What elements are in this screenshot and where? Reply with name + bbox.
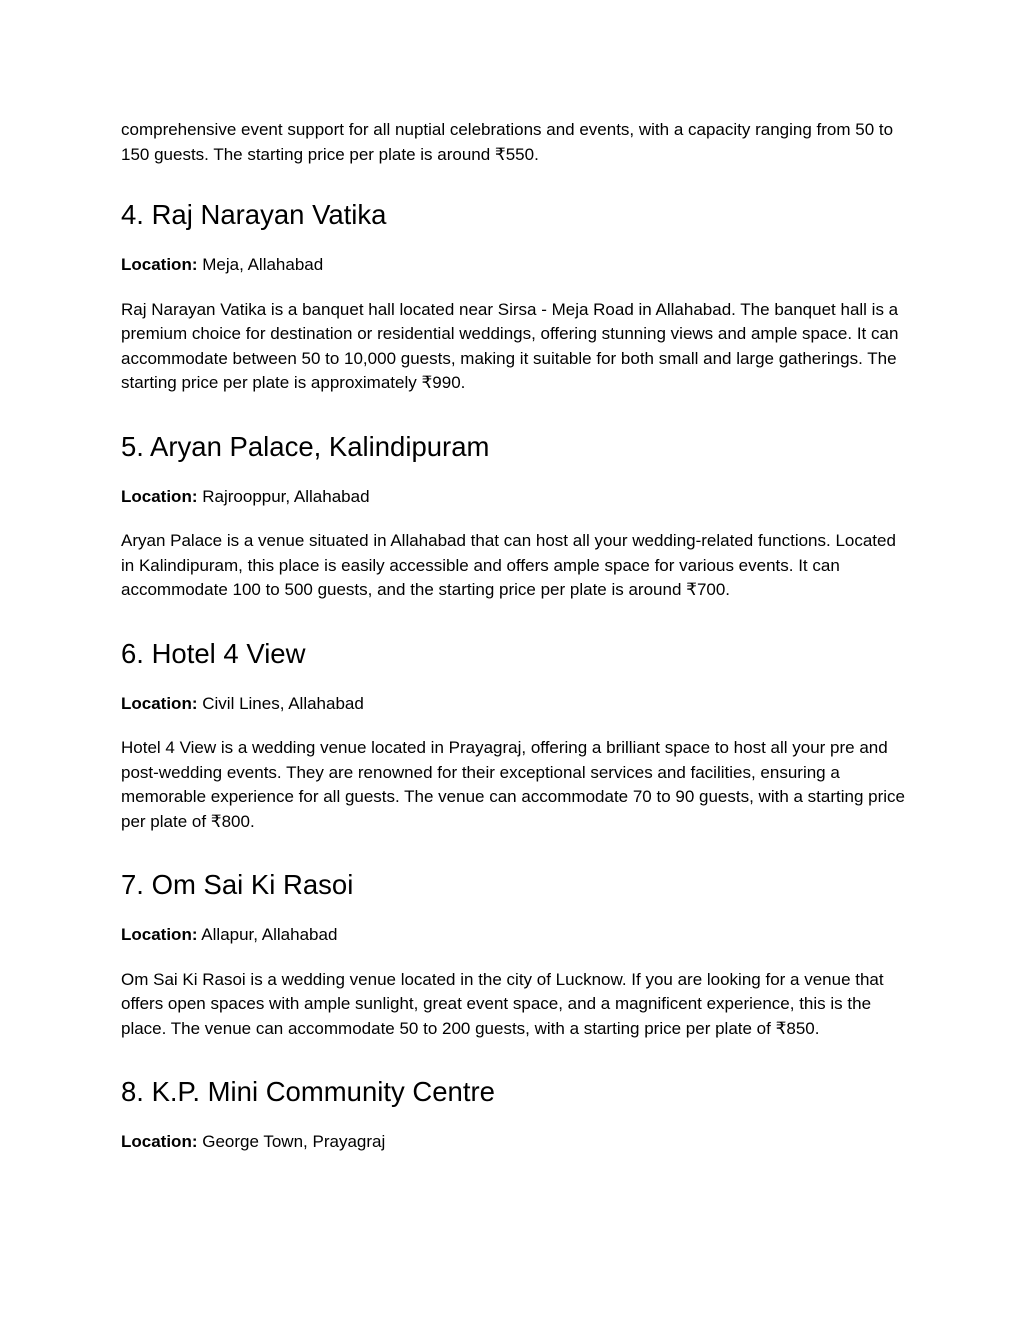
venue-heading: 5. Aryan Palace, Kalindipuram <box>121 430 490 462</box>
location-label: Location: <box>121 925 198 944</box>
location-label: Location: <box>121 255 198 274</box>
venue-heading: 4. Raj Narayan Vatika <box>121 199 387 230</box>
location-value: Allapur, Allahabad <box>201 925 338 944</box>
location-value: Rajrooppur, Allahabad <box>202 486 370 506</box>
venue-section-aryan-palace <box>121 430 911 603</box>
venue-description: Raj Narayan Vatika is a banquet hall located near Sirsa - Meja Road in Allahabad. The banquet hall is a premium choice for destination or residential weddings, offering stunning views and ample space. It can accommodate between 50 to 10,000 guests, making it suitable for both small and large gatherings. The starting price per plate is approximately ₹990. <box>121 299 899 392</box>
venue-section-om-sai-ki-rasoi <box>121 868 911 1041</box>
location-value: Civil Lines, Allahabad <box>202 693 364 713</box>
venue-section-kp-mini-community-centre <box>121 1075 911 1155</box>
venue-description: Hotel 4 View is a wedding venue located in Prayagraj, offering a brilliant space to host all your pre and post-wedding events. They are renowned for their exceptional services and facilities, ensuring a memorable experience for all guests. The venue can accommodate 70 to 90 guests, with a starting price per plate of ₹800. <box>121 738 906 831</box>
document-page <box>121 118 911 1175</box>
venue-heading: 6. Hotel 4 View <box>121 637 306 669</box>
location-label: Location: <box>121 1132 198 1151</box>
venue-heading: 8. K.P. Mini Community Centre <box>121 1076 495 1107</box>
venue-description: Aryan Palace is a venue situated in Allahabad that can host all your wedding-related functions. Located in Kalindipuram, this place is easily accessible and offers ample space for various events. It can accommodate 100 to 500 guests, and the starting price per plate is around ₹700. <box>121 531 896 599</box>
venue-section-hotel-4-view <box>121 637 911 835</box>
location-label: Location: <box>121 486 198 506</box>
venue-heading: 7. Om Sai Ki Rasoi <box>121 869 354 900</box>
location-label: Location: <box>121 693 198 713</box>
venue-location <box>121 1130 911 1155</box>
location-value: Meja, Allahabad <box>202 255 324 274</box>
location-value: George Town, Prayagraj <box>202 1132 386 1151</box>
venue-location <box>121 923 911 948</box>
venue-location <box>121 485 911 510</box>
venue-location <box>121 692 911 717</box>
venue-location <box>121 253 911 278</box>
intro-paragraph: comprehensive event support for all nuptial celebrations and events, with a capacity ranging from 50 to 150 guests. The starting price per plate is around ₹550. <box>121 120 894 164</box>
venue-description: Om Sai Ki Rasoi is a wedding venue located in the city of Lucknow. If you are looking for a venue that offers open spaces with ample sunlight, great event space, and a magnificent experience, this is the place. The venue can accommodate 50 to 200 guests, with a starting price per plate of ₹850. <box>121 969 884 1038</box>
venue-section-raj-narayan-vatika <box>121 198 911 396</box>
